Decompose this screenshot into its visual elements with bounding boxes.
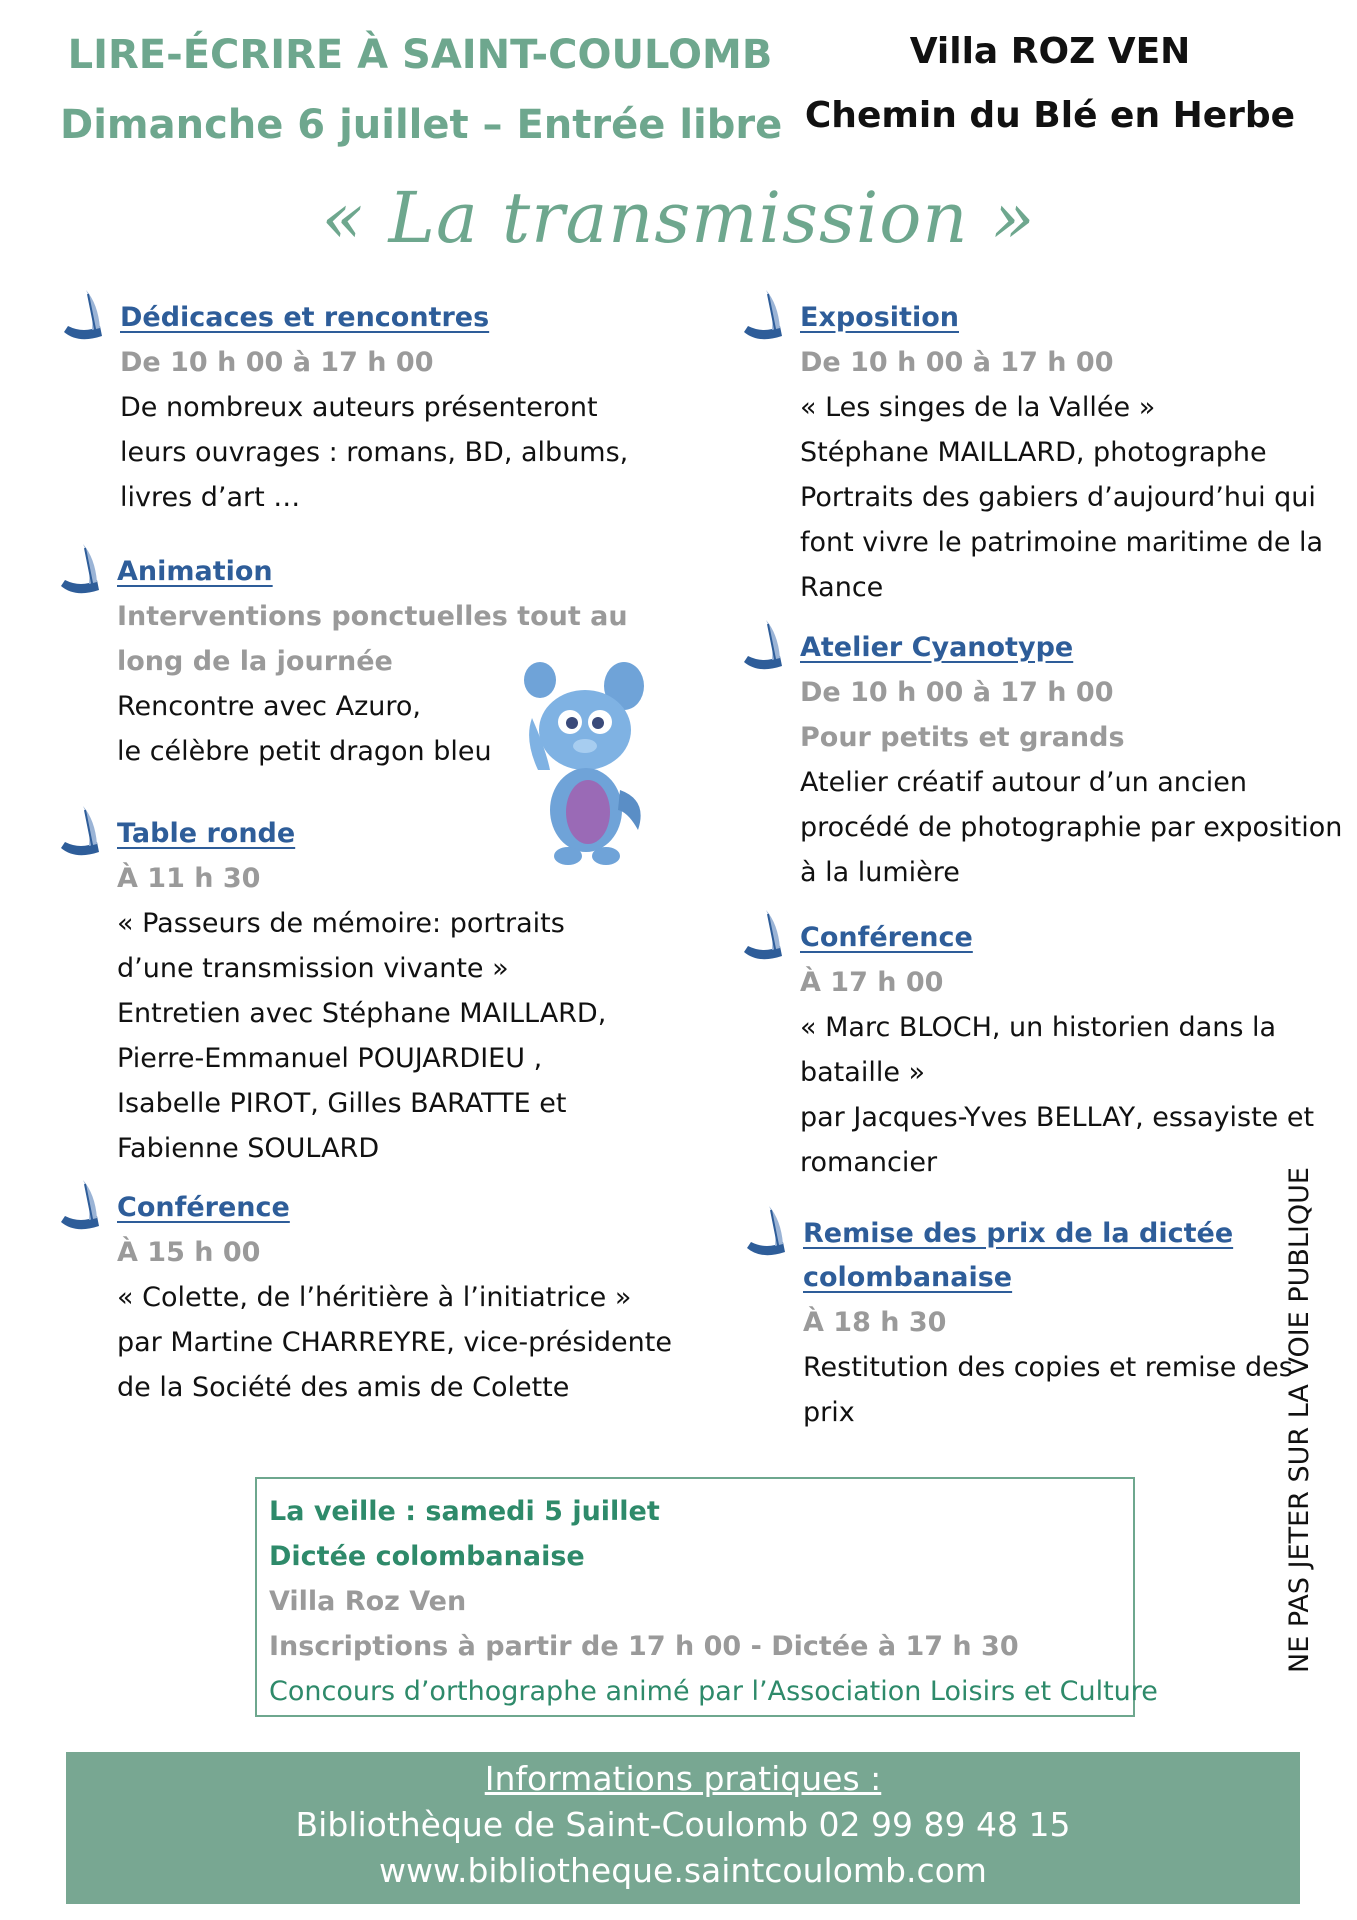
section-title: Conférence bbox=[800, 922, 973, 953]
section-text: d’une transmission vivante » bbox=[117, 953, 509, 984]
section-exposition bbox=[800, 296, 1323, 610]
quill-icon bbox=[58, 286, 112, 350]
practical-info-footer bbox=[66, 1752, 1300, 1904]
section-time: À 18 h 30 bbox=[803, 1307, 947, 1338]
section-title: Table ronde bbox=[117, 818, 296, 849]
quill-icon bbox=[738, 906, 792, 970]
section-text: De nombreux auteurs présenteront bbox=[120, 392, 598, 423]
quill-icon bbox=[55, 540, 109, 604]
section-text: par Jacques-Yves BELLAY, essayiste et bbox=[800, 1102, 1315, 1133]
venue-name: Villa ROZ VEN bbox=[909, 31, 1191, 72]
section-text: Fabienne SOULARD bbox=[117, 1133, 380, 1164]
section-atelier-cyanotype bbox=[800, 626, 1342, 895]
quill-icon bbox=[55, 802, 109, 866]
quill-icon bbox=[55, 1176, 109, 1240]
section-text: Stéphane MAILLARD, photographe bbox=[800, 437, 1267, 468]
footer-phone: Bibliothèque de Saint-Coulomb 02 99 89 48 15 bbox=[295, 1805, 1071, 1844]
section-time: À 17 h 00 bbox=[800, 967, 944, 998]
section-text: livres d’art … bbox=[120, 482, 301, 513]
eve-date: La veille : samedi 5 juillet bbox=[269, 1496, 660, 1527]
footer-heading: Informations pratiques : bbox=[484, 1759, 882, 1798]
section-text: prix bbox=[803, 1397, 855, 1428]
section-time: De 10 h 00 à 17 h 00 bbox=[120, 347, 434, 378]
section-title: Animation bbox=[117, 556, 273, 587]
section-time: Interventions ponctuelles tout au bbox=[117, 601, 628, 632]
section-title: Dédicaces et rencontres bbox=[120, 302, 490, 333]
section-text: le célèbre petit dragon bleu bbox=[117, 736, 492, 767]
main-title: « La transmission » bbox=[321, 177, 1036, 259]
section-text: Rencontre avec Azuro, bbox=[117, 691, 421, 722]
quill-icon bbox=[738, 286, 792, 350]
section-title: Exposition bbox=[800, 302, 959, 333]
section-text: procédé de photographie par exposition bbox=[800, 812, 1343, 843]
section-text: Atelier créatif autour d’un ancien bbox=[800, 767, 1247, 798]
section-time: De 10 h 00 à 17 h 00 bbox=[800, 347, 1114, 378]
section-remise-des-prix bbox=[803, 1212, 1293, 1435]
section-text: à la lumière bbox=[800, 857, 960, 888]
section-text: « Passeurs de mémoire: portraits bbox=[117, 908, 565, 939]
section-title: Remise des prix de la dictée bbox=[803, 1218, 1234, 1249]
event-header bbox=[60, 20, 783, 160]
section-text: « Marc BLOCH, un historien dans la bbox=[800, 1012, 1277, 1043]
quill-icon bbox=[738, 616, 792, 680]
event-title: LIRE-ÉCRIRE À SAINT-COULOMB bbox=[67, 32, 773, 78]
section-text: « Colette, de l’héritière à l’initiatrice » bbox=[117, 1282, 632, 1313]
section-text: leurs ouvrages : romans, BD, albums, bbox=[120, 437, 629, 468]
section-text: Rance bbox=[800, 572, 884, 603]
section-audience: Pour petits et grands bbox=[800, 722, 1125, 753]
side-note-vertical: NE PAS JETER SUR LA VOIE PUBLIQUE bbox=[1284, 1167, 1315, 1673]
section-text: bataille » bbox=[800, 1057, 926, 1088]
section-title: Atelier Cyanotype bbox=[800, 632, 1074, 663]
eve-description: Concours d’orthographe animé par l’Association Loisirs et Culture bbox=[269, 1676, 1158, 1707]
section-title-continued: colombanaise bbox=[803, 1262, 1013, 1293]
section-text: Entretien avec Stéphane MAILLARD, bbox=[117, 998, 607, 1029]
footer-website-link[interactable]: www.bibliotheque.saintcoulomb.com bbox=[379, 1851, 987, 1890]
eve-venue: Villa Roz Ven bbox=[269, 1586, 467, 1617]
section-time: À 15 h 00 bbox=[117, 1237, 261, 1268]
section-conference-colette bbox=[117, 1186, 672, 1410]
venue-address: Chemin du Blé en Herbe bbox=[804, 95, 1296, 136]
section-text: Restitution des copies et remise des bbox=[803, 1352, 1293, 1383]
section-text: par Martine CHARREYRE, vice-présidente bbox=[117, 1327, 672, 1358]
section-time: long de la journée bbox=[117, 646, 393, 677]
section-time: À 11 h 30 bbox=[117, 863, 261, 894]
eve-event-box bbox=[255, 1477, 1158, 1717]
section-conference-bloch bbox=[800, 916, 1314, 1185]
section-text: de la Société des amis de Colette bbox=[117, 1372, 570, 1403]
section-dedicaces bbox=[120, 296, 628, 520]
section-time: De 10 h 00 à 17 h 00 bbox=[800, 677, 1114, 708]
section-text: Isabelle PIROT, Gilles BARATTE et bbox=[117, 1088, 567, 1119]
venue-header bbox=[800, 20, 1300, 148]
eve-title: Dictée colombanaise bbox=[269, 1541, 585, 1572]
section-text: font vivre le patrimoine maritime de la bbox=[800, 527, 1324, 558]
section-text: « Les singes de la Vallée » bbox=[800, 392, 1156, 423]
section-text: Pierre-Emmanuel POUJARDIEU , bbox=[117, 1043, 543, 1074]
section-title: Conférence bbox=[117, 1192, 290, 1223]
eve-schedule: Inscriptions à partir de 17 h 00 - Dictée à 17 h 30 bbox=[269, 1631, 1019, 1662]
dragon-mascot-illustration bbox=[520, 660, 650, 870]
section-text: Portraits des gabiers d’aujourd’hui qui bbox=[800, 482, 1316, 513]
quill-icon bbox=[741, 1202, 795, 1266]
event-date: Dimanche 6 juillet – Entrée libre bbox=[60, 102, 783, 148]
section-text: romancier bbox=[800, 1147, 938, 1178]
